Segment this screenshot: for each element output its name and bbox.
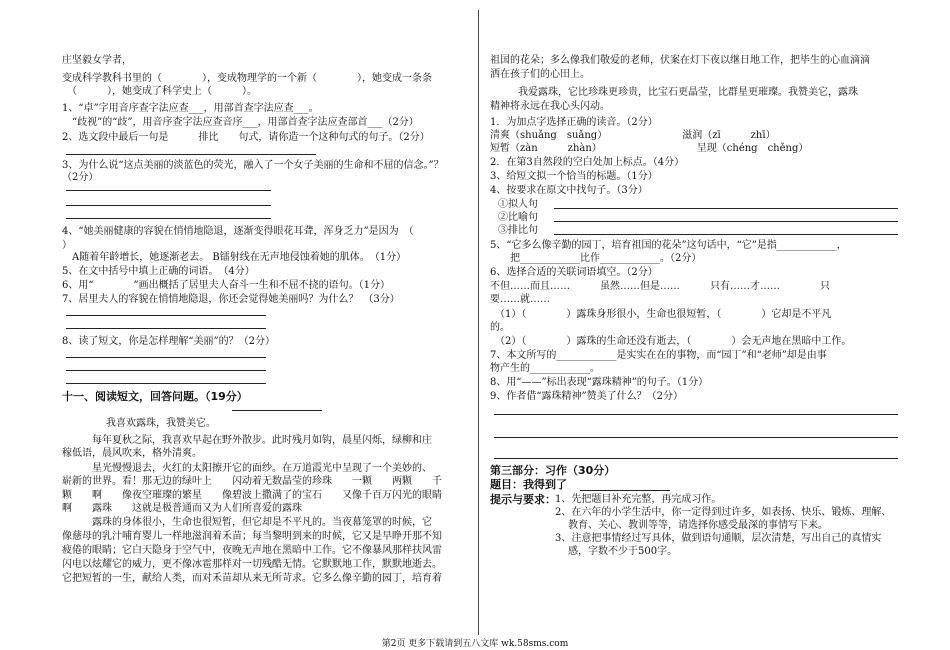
answer-line <box>66 218 271 219</box>
question-6: 6、选择合适的关联词语填空。（2分） <box>490 267 658 278</box>
question-5-cont: 把____________比作____________。（2分） <box>490 253 702 264</box>
question-6: 6、用“ ”画出概括了居里夫人奋斗一生和不屈不挠的语句。（1分） <box>62 280 390 291</box>
question-3: 3、给短文拟一个恰当的标题。（1分） <box>490 171 658 182</box>
question-7: 7、居里夫人的容貌在悄悄地隐退，你还会觉得她美丽吗？为什么？ （3分） <box>62 294 400 305</box>
requirement-item-cont: 感，字数不少于500字。 <box>568 546 678 557</box>
question-5: 5、在文中括号中填上正确的词语。 （4分） <box>62 266 255 277</box>
answer-line <box>66 357 266 358</box>
requirement-item: 3、注意把事情经过写具体，做到语句通顺，层次清楚，写出自己的真情实 <box>555 533 882 544</box>
question-1: 1．为加点字选择正确的读音。（2分） <box>490 117 658 128</box>
passage-line: 洒在孩子们的心田上。 <box>490 69 590 80</box>
answer-line <box>66 370 266 371</box>
answer-line <box>554 208 898 209</box>
passage-line: 变成科学教科书里的（ ），变成物理学的一个新（ ），她变成一条条 <box>62 73 432 84</box>
fill-blank-2: （2）（ ）露珠的生命还没有逝去，（ ）会无声地在黑暗中工作。 <box>490 336 852 347</box>
composition-topic: 题目：我得到了 <box>490 478 567 491</box>
passage-line: 每年夏秋之际，我喜欢早起在野外散步。此时残月如钩，晨星闪烁，绿柳和庄 <box>92 435 432 446</box>
composition-heading: 第三部分：习作（30分） <box>490 464 616 477</box>
section-heading: 十一、阅读短文，回答问题。（19分） <box>62 390 248 403</box>
question-3: 3、为什么说“这点美丽的淡蓝色的荧光，融入了一个女子美丽的生命和不屈的信念。”？ <box>62 160 444 171</box>
question-2: 2、选文段中最后一句是 排比 句式，请你造一个这种句式的句子。（2分） <box>62 132 430 143</box>
passage-line: 我爱露珠，它比珍珠更珍贵，比宝石更晶莹，比群星更璀璨。我赞美它，露珠 <box>518 87 858 98</box>
passage-line: 我喜欢露珠，我赞美它。 <box>106 418 216 429</box>
question-5: 5、“它多么像辛勤的园丁，培育祖国的花朵”这句话中，“它”是指____________， <box>490 240 847 251</box>
question-4-options: A随着年龄增长，她逐渐老去。 B镭射线在无声地侵蚀着她的肌体。 （1分） <box>62 252 407 263</box>
question-4: 4、“她美丽健康的容貌在悄悄地隐退，逐渐变得眼花耳聋，浑身乏力”是因为 （ <box>62 226 414 237</box>
answer-line <box>554 234 898 235</box>
topic-blank <box>580 490 670 491</box>
answer-line <box>494 458 898 459</box>
passage-line: 闪电以炫耀它的威力，更不像冰雹那样对一切残酷无情。它默默地工作，默默地逝去。 <box>62 559 442 570</box>
requirement-item-cont: 教育、关心、教训等等，请选择你感受最深的事情写下来。 <box>568 520 828 531</box>
passage-line: 啊 露珠 这就是极普通而又为人们所喜爱的露珠 <box>62 503 302 514</box>
fill-blank-1: （1）（ ）露珠身形很小，生命也很短暂，（ ）它却是不平凡 <box>490 309 832 320</box>
answer-line <box>494 437 898 438</box>
conjunction-options-cont: 要……就…… <box>490 294 550 305</box>
passage-line: 它把短暂的一生，献给人类，而对禾苗却从来无所苛求。它多么像辛勤的园丁，培育着 <box>62 573 442 584</box>
passage-line: 庄坚毅女学者， <box>62 55 132 66</box>
passage-line: 颗 啊 像夜空璀璨的繁星 像碧波上撒满了的宝石 又像千百万闪光的眼睛 <box>62 490 442 501</box>
question-1: 1、“卓”字用音序查字法应查___，用部首查字法应查___。 <box>62 103 319 114</box>
passage-line: 疲倦的眼睛；它白天隐身于空气中，夜晚无声地在黑暗中工作。它不像暴风那样扶风雷 <box>62 545 442 556</box>
sentence-type-parallelism: ③排比句 <box>498 225 538 236</box>
passage-line: 精神将永远在我心头闪动。 <box>490 101 610 112</box>
page-footer: 第2页 更多下载请到五八文库 wk.58sms.com <box>381 639 569 649</box>
answer-line <box>66 315 266 316</box>
question-3-score: （2分） <box>62 172 99 183</box>
passage-line: 星光慢慢退去，火红的太阳擦开它的面纱。在万道霞光中呈现了一个美妙的、 <box>92 463 432 474</box>
column-divider <box>478 10 479 635</box>
passage-line: 露珠的身体很小，生命也很短暂，但它却是不平凡的。当夜幕笼罩的时候，它 <box>92 517 432 528</box>
passage-line: 崭新的世界。看！那无边的绿叶上 闪动着无数晶莹的珍珠 一颗 两颗 千 <box>62 476 442 487</box>
question-1-part-b: “歧视”的“歧”，用音序查字法应查音序___，用部首查字法应查部首___（2分） <box>62 117 419 128</box>
requirements-label: 提示与要求： <box>490 493 556 506</box>
passage-line: 祖国的花朵；多么像我们敬爱的老师，伏案在灯下夜以继日地工作，把毕生的心血滴滴 <box>490 55 870 66</box>
answer-line <box>66 190 271 191</box>
question-7: 7、本文所写的____________是实实在在的事物，而“园丁”和“老师”却是由事 <box>490 350 827 361</box>
requirement-item: 2、在六年的小学生活中，你一定得到过许多，如表扬、快乐、锻炼、理解、 <box>555 507 892 518</box>
answer-line <box>494 414 898 415</box>
passage-line: （ ），她变成了科学史上（ ）。 <box>62 86 257 97</box>
question-8: 8、读了短文，你是怎样理解“美丽”的？（2分） <box>62 336 275 347</box>
question-8: 8、用“——”标出表现“露珠精神”的句子。（1分） <box>490 377 709 388</box>
sentence-type-simile: ②比喻句 <box>498 212 538 223</box>
conjunction-options: 不但……而且…… 虽然……但是…… 只有……才…… 只 <box>490 281 830 292</box>
question-2: 2．在第3自然段的空白处加上标点。（4分） <box>490 157 685 168</box>
question-9: 9、作者借“露珠精神”赞美了什么？（2分） <box>490 391 683 402</box>
sentence-type-personification: ①拟人句 <box>498 199 538 210</box>
answer-line <box>554 221 898 222</box>
passage-line: 像慈母的乳汁哺育婴儿一样地滋润着禾苗；每当黎明到来的时候，它又是早睁开那不知 <box>62 531 442 542</box>
answer-line <box>66 205 271 206</box>
answer-line <box>66 154 316 155</box>
requirement-item: 1、先把题目补充完整，再完成习作。 <box>555 494 722 505</box>
fill-blank-1-cont: 的。 <box>490 322 510 333</box>
question-4: 4、按要求在原文中找句子。（3分） <box>490 185 648 196</box>
title-blank <box>232 410 322 411</box>
answer-line <box>66 383 266 384</box>
pinyin-choice-row: 短暂（zàn zhàn） 呈现（chéng chěng） <box>490 143 809 154</box>
question-4-paren: ） <box>62 240 72 251</box>
answer-line <box>66 328 266 329</box>
question-7-cont: 物产生的____________。 <box>490 363 600 374</box>
passage-line: 稼低语，晨风吹来，格外清爽。 <box>62 448 202 459</box>
pinyin-choice-row: 清爽（shuǎng suǎng） 滋润（zī zhī） <box>490 130 776 141</box>
